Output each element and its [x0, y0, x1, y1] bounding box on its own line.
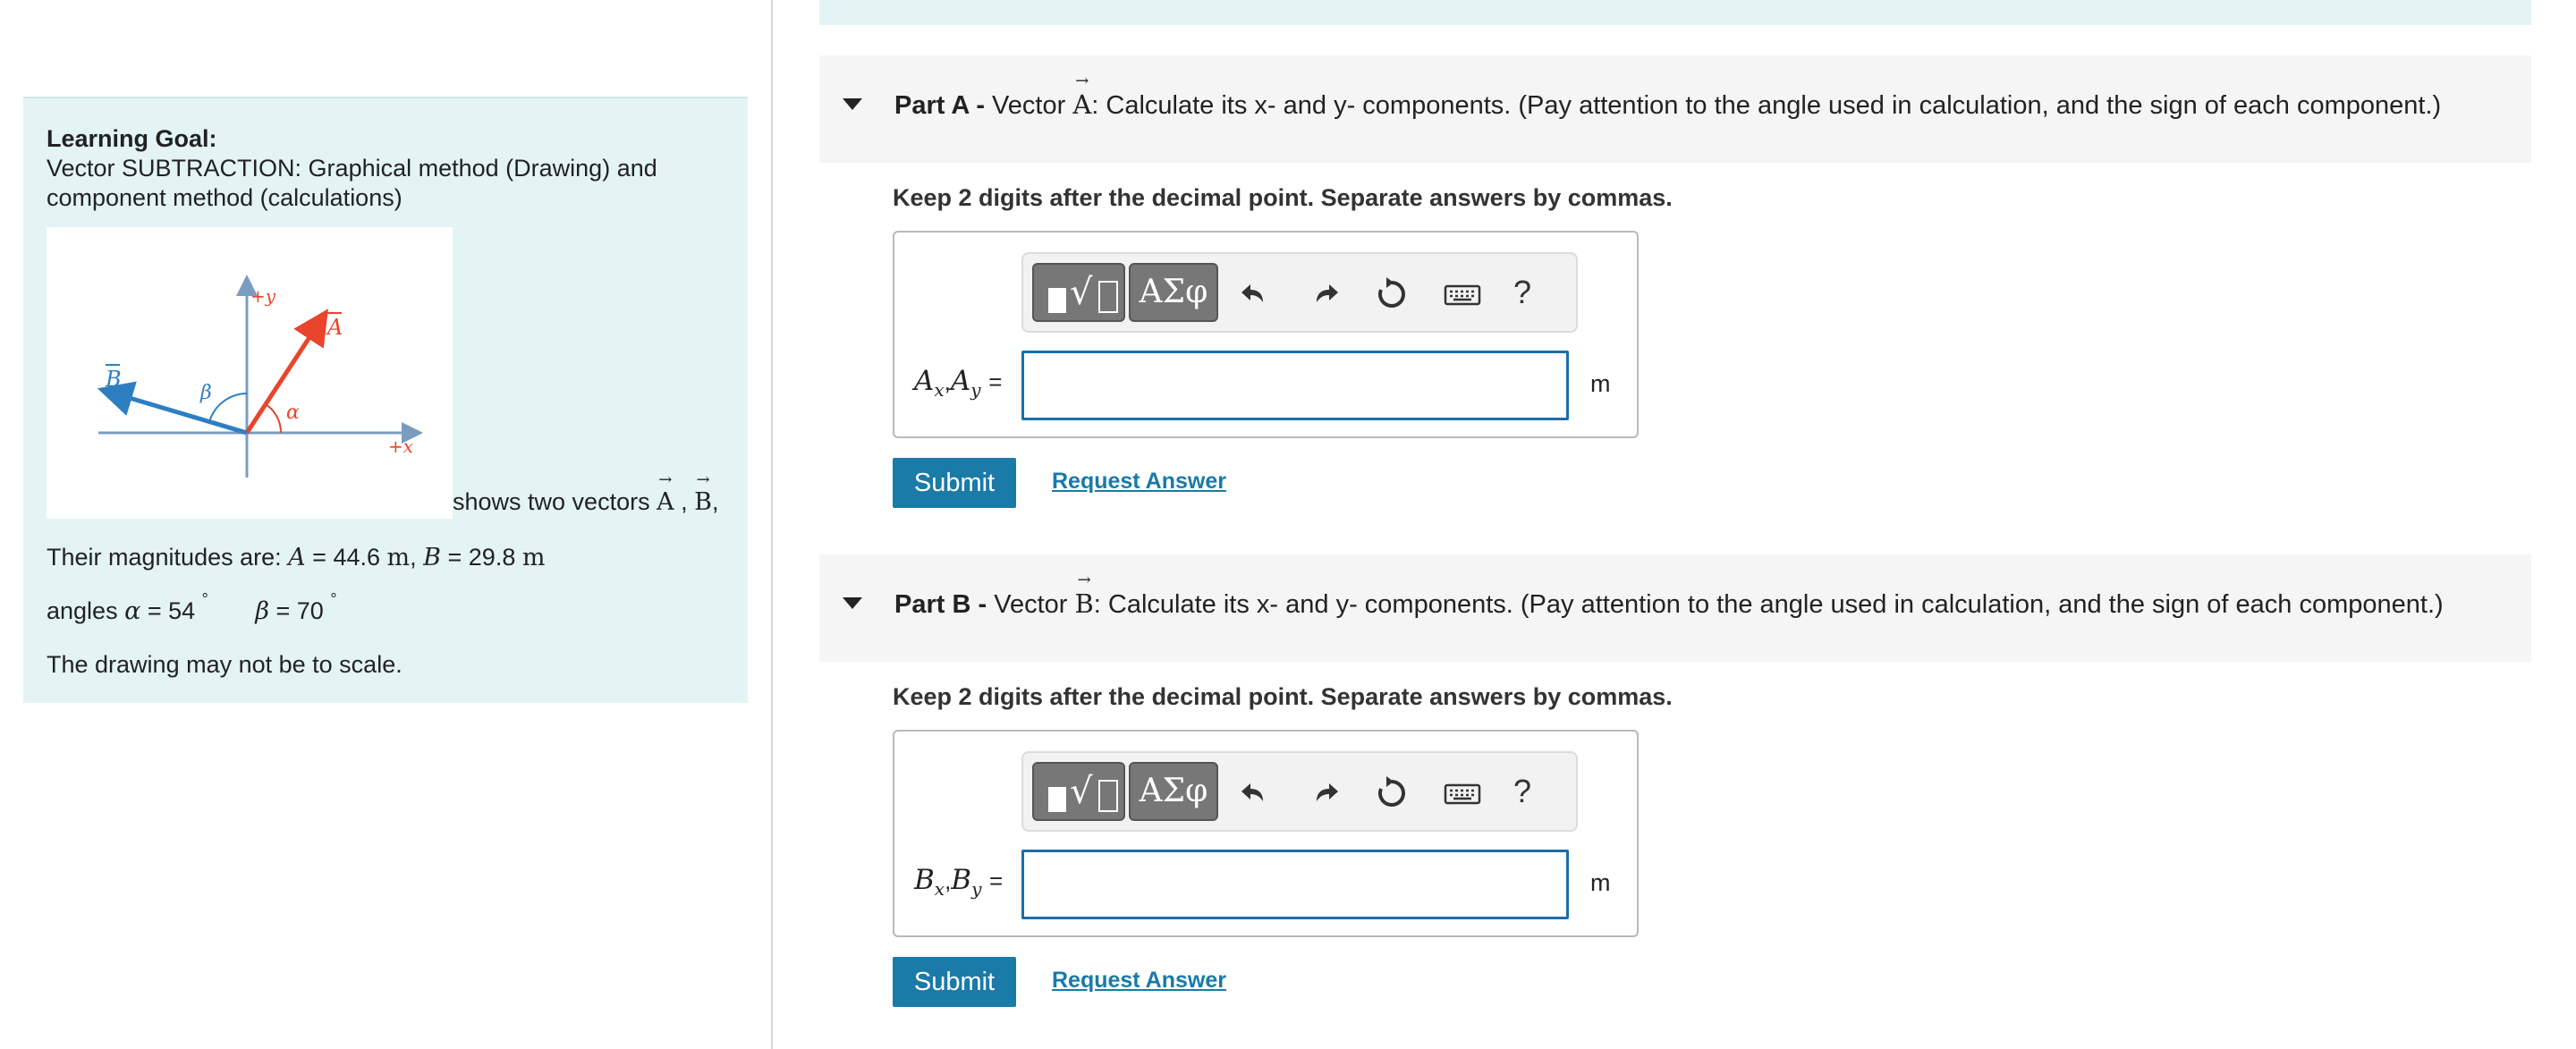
vector-A-arrow: [247, 324, 318, 433]
part-b-collapse-toggle-icon[interactable]: [843, 597, 862, 609]
learning-goal-text: Vector SUBTRACTION: Graphical method (Drawing) and component method (calculations): [47, 155, 657, 211]
y-axis-label: +y: [250, 285, 276, 307]
keyboard-icon[interactable]: [1440, 771, 1485, 814]
beta-symbol: β: [255, 597, 269, 625]
help-icon[interactable]: ?: [1513, 773, 1532, 809]
beta-degree: °: [330, 590, 337, 608]
part-a-title: [894, 89, 2441, 121]
help-icon[interactable]: ?: [1513, 274, 1532, 310]
alpha-degree: °: [201, 590, 208, 608]
column-divider: [771, 0, 773, 1049]
x-axis-label: +x: [388, 436, 414, 457]
part-b-answer-input[interactable]: [1021, 850, 1569, 919]
part-a-equals: =: [988, 368, 1003, 395]
vector-B-label: B: [106, 367, 122, 392]
part-b-request-answer-link[interactable]: Request Answer: [1052, 968, 1226, 993]
alpha-label: α: [286, 402, 300, 424]
magnitude-A-symbol: A: [288, 544, 306, 571]
vector-A-label: A: [327, 315, 343, 340]
part-a-label: Part A -: [894, 91, 985, 120]
part-b-answer-box: [893, 730, 1639, 937]
trailing-comma: ,: [711, 488, 719, 515]
templates-button[interactable]: [1032, 762, 1125, 821]
part-a-text-before: Vector: [992, 91, 1066, 120]
shows-label: shows two vectors: [453, 488, 650, 515]
redo-icon[interactable]: [1304, 771, 1343, 814]
shows-vectors-text: [453, 488, 719, 516]
part-b-equals: =: [989, 867, 1004, 894]
magnitude-A-value: = 44.6: [312, 544, 380, 571]
magnitude-separator: ,: [410, 544, 417, 571]
learning-goal-title: Learning Goal:: [47, 125, 217, 152]
magnitudes-line: [47, 544, 545, 571]
part-a-comma: ,: [944, 368, 951, 395]
part-b-text-after: : Calculate its x- and y- components. (Pay attention to the angle used in calculation, and the sign of each component.): [1093, 590, 2444, 619]
radical-icon: √: [1070, 771, 1093, 812]
radical-icon: √: [1070, 272, 1093, 313]
keyboard-icon[interactable]: [1440, 272, 1485, 315]
part-a-math-toolbar: [1021, 252, 1578, 333]
beta-value: = 70: [275, 597, 324, 624]
part-b-label: Part B -: [894, 590, 987, 619]
part-b-var1: B: [914, 864, 935, 896]
template-box-icon: [1098, 281, 1118, 313]
part-a-text-after: : Calculate its x- and y- components. (Pay attention to the angle used in calculation, and the sign of each component.): [1091, 91, 2442, 120]
part-a-var1: A: [914, 365, 935, 397]
vector-separator: ,: [681, 488, 688, 515]
beta-label: β: [200, 382, 212, 404]
alpha-arc: [266, 404, 281, 433]
part-b-unit: m: [1590, 869, 1611, 896]
beta-arc: [209, 393, 247, 422]
vector-B-symbol: → B: [694, 488, 712, 516]
vector-diagram: [47, 227, 453, 519]
top-banner: [819, 0, 2531, 25]
part-b-sub1: x: [934, 878, 945, 901]
part-b-math-toolbar: [1021, 751, 1578, 832]
part-b-comma: ,: [945, 867, 952, 894]
vector-figure: [47, 227, 453, 519]
scale-note: The drawing may not be to scale.: [47, 651, 402, 678]
template-box-icon: [1098, 780, 1118, 812]
part-a-header[interactable]: [819, 55, 2531, 163]
vector-A-symbol: → A: [657, 488, 674, 516]
intro-panel: [23, 97, 748, 703]
templates-button[interactable]: [1032, 263, 1125, 322]
part-a-sub1: x: [934, 379, 945, 402]
magnitude-A-unit: m: [386, 544, 411, 571]
reset-icon[interactable]: [1372, 272, 1411, 315]
part-b-text-before: Vector: [994, 590, 1068, 619]
part-a-request-answer-link[interactable]: Request Answer: [1052, 469, 1226, 494]
part-b-header[interactable]: [819, 554, 2531, 662]
part-b-title: [894, 588, 2444, 620]
template-block-icon: [1048, 288, 1066, 313]
part-a-collapse-toggle-icon[interactable]: [843, 98, 862, 110]
alpha-symbol: α: [124, 597, 141, 625]
greek-symbols-button[interactable]: ΑΣφ: [1129, 263, 1218, 322]
part-b-sub2: y: [971, 878, 982, 901]
magnitude-B-symbol: B: [423, 544, 441, 571]
part-b-answer-label: [914, 864, 1003, 900]
part-a-submit-button[interactable]: Submit: [893, 458, 1016, 508]
part-b-var2: B: [951, 864, 972, 896]
redo-icon[interactable]: [1304, 272, 1343, 315]
part-a-unit: m: [1590, 370, 1611, 397]
alpha-value: = 54: [147, 597, 196, 624]
undo-icon[interactable]: [1236, 272, 1275, 315]
part-a-answer-label: [914, 365, 1002, 401]
angles-prefix: angles: [47, 597, 118, 624]
magnitude-B-unit: m: [521, 544, 546, 571]
part-b-vector: → B: [1074, 588, 1093, 619]
part-b-submit-button[interactable]: Submit: [893, 957, 1016, 1007]
part-a-var2: A: [950, 365, 971, 397]
part-a-sub2: y: [970, 379, 981, 402]
template-block-icon: [1048, 787, 1066, 812]
magnitudes-prefix: Their magnitudes are:: [47, 544, 282, 571]
part-a-vector: → A: [1072, 89, 1091, 120]
reset-icon[interactable]: [1372, 771, 1411, 814]
part-b-instructions: Keep 2 digits after the decimal point. Separate answers by commas.: [893, 683, 1673, 710]
undo-icon[interactable]: [1236, 771, 1275, 814]
angles-line: [47, 590, 337, 625]
greek-symbols-button[interactable]: ΑΣφ: [1129, 762, 1218, 821]
part-a-answer-input[interactable]: [1021, 351, 1569, 420]
part-a-answer-box: [893, 231, 1639, 438]
magnitude-B-value: = 29.8: [447, 544, 516, 571]
part-a-instructions: Keep 2 digits after the decimal point. Separate answers by commas.: [893, 184, 1673, 211]
